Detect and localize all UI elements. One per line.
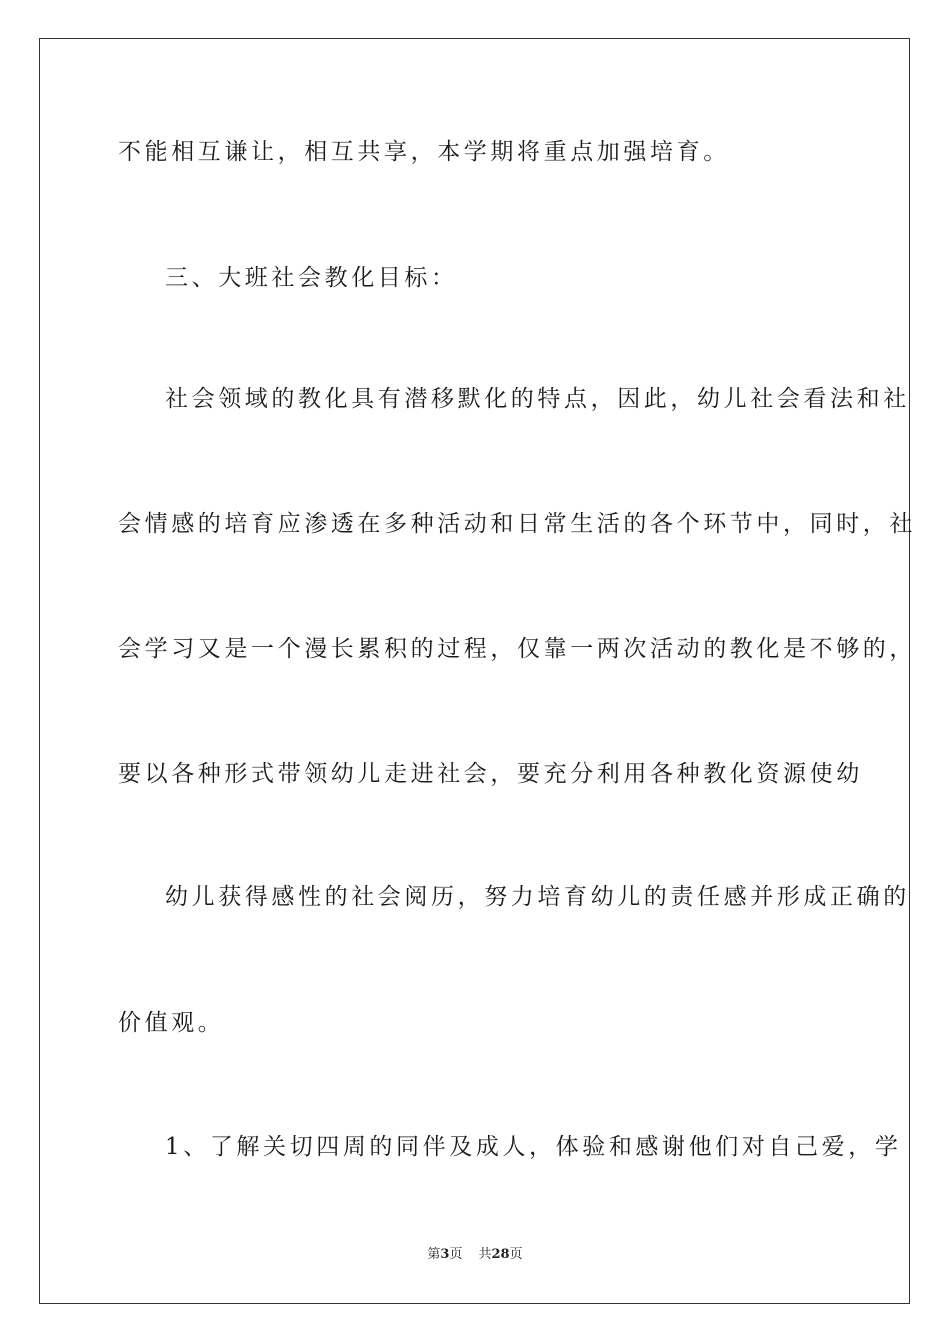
body-text-line: 不能相互谦让，相互共享，本学期将重点加强培育。 bbox=[118, 139, 730, 165]
total-prefix: 共 bbox=[478, 1247, 492, 1262]
body-text-line: 幼儿获得感性的社会阅历，努力培育幼儿的责任感并形成正确的 bbox=[165, 884, 910, 910]
body-text-line: 社会领域的教化具有潜移默化的特点，因此，幼儿社会看法和社 bbox=[165, 386, 910, 412]
body-text-line: 价值观。 bbox=[118, 1010, 225, 1036]
body-text-line: 要以各种形式带领幼儿走进社会，要充分利用各种教化资源使幼 bbox=[118, 761, 863, 787]
page-prefix: 第 bbox=[427, 1247, 441, 1262]
section-heading: 三、大班社会教化目标： bbox=[165, 265, 458, 291]
total-pages: 28 bbox=[491, 1247, 510, 1262]
page-footer bbox=[0, 1246, 950, 1264]
body-text-line: 会学习又是一个漫长累积的过程，仅靠一两次活动的教化是不够的， bbox=[118, 636, 916, 662]
total-suffix: 页 bbox=[509, 1247, 523, 1262]
page-suffix: 页 bbox=[449, 1247, 463, 1262]
page-number: 3 bbox=[440, 1247, 450, 1262]
page-border bbox=[39, 38, 910, 1304]
list-item-text: 1、了解关切四周的同伴及成人，体验和感谢他们对自己爱，学 bbox=[165, 1134, 902, 1160]
body-text-line: 会情感的培育应渗透在多种活动和日常生活的各个环节中，同时，社 bbox=[118, 511, 916, 537]
